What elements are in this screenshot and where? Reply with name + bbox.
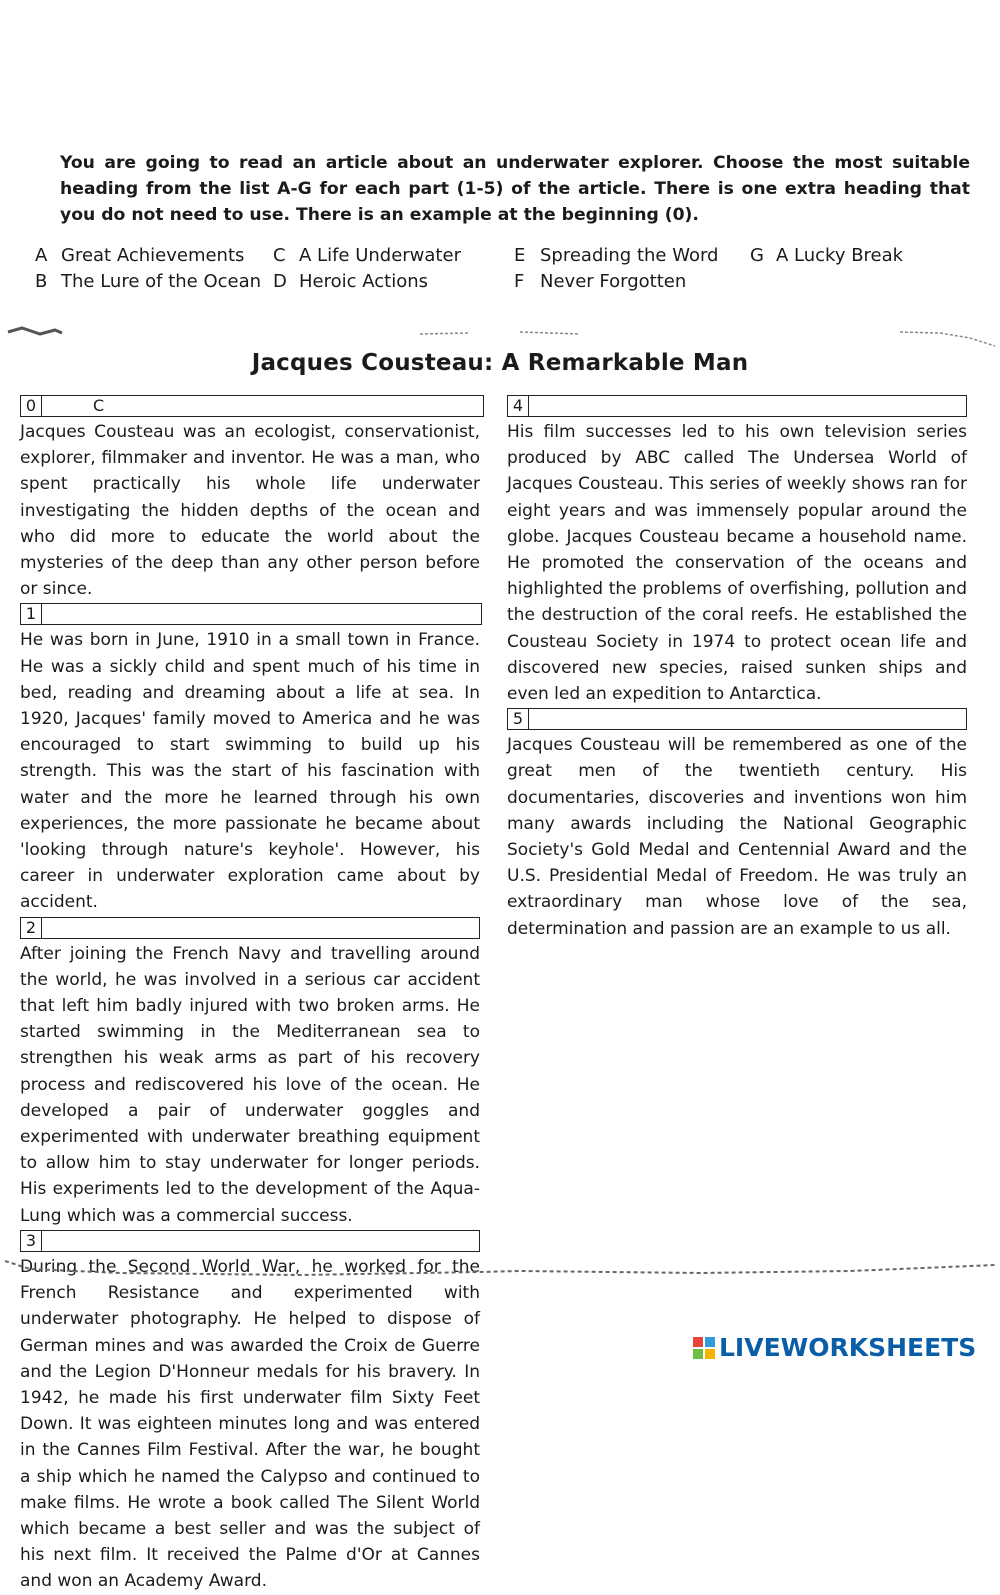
heading-box-4[interactable] (507, 395, 967, 417)
option-g: G A Lucky Break (750, 245, 904, 266)
option-f: F Never Forgotten (514, 271, 687, 292)
heading-box-2[interactable] (20, 917, 480, 939)
heading-number: 0 (21, 396, 42, 416)
paragraph-0: Jacques Cousteau was an ecologist, conservationist, explorer, filmmaker and inventor. He was a man, who spent practically his whole life underwater investigating the hidden depths of the ocean and who did more to educate the world about the mysteries of the deep than any other person before or since. (20, 422, 480, 600)
liveworksheets-icon (693, 1337, 715, 1359)
instructions: You are going to read an article about an underwater explorer. Choose the most suitable heading from the list A-G for each part (1-5) of the article. There is one extra heading that you do not need to use. There is an example at the beginning (0). (60, 153, 970, 225)
heading-box-5[interactable] (507, 708, 967, 730)
left-column (20, 394, 480, 1595)
option-a: A Great Achievements (35, 245, 245, 266)
heading-box-1[interactable] (20, 603, 482, 625)
heading-answer: C (93, 396, 105, 415)
heading-box-3[interactable] (20, 1230, 480, 1252)
right-column (507, 394, 967, 942)
option-b: B The Lure of the Ocean (35, 271, 262, 292)
torn-edge-top (0, 320, 1000, 350)
paragraph-5: Jacques Cousteau will be remembered as one of the great men of the twentieth century. His documentaries, discoveries and inventions won him many awards including the National Geographic Society's Gold Medal and Centennial Award and the U.S. Presidential Medal of Freedom. He was truly an extraordinary man whose love of the sea, determination and passion are an example to us all. (507, 735, 967, 939)
heading-number: 1 (21, 604, 42, 624)
option-e: E Spreading the Word (514, 245, 719, 266)
torn-edge-bottom (0, 1255, 1000, 1285)
article-title: Jacques Cousteau: A Remarkable Man (251, 350, 749, 376)
paragraph-3: During the Second World War, he worked for the French Resistance and experimented with underwater photography. He helped to dispose of German mines and was awarded the Croix de Guerre and the Legion D'Honneur medals for his bravery. In 1942, he made his first underwater film Sixty Feet Down. It was eighteen minutes long and was entered in the Cannes Film Festival. After the war, he bought a ship which he named the Calypso and continued to make films. He wrote a book called The Silent World which became a best seller and was the subject of his next film. It received the Palme d'Or at Cannes and won an Academy Award. (20, 1256, 480, 1592)
paragraph-1: He was born in June, 1910 in a small town in France. He was a sickly child and spent much of his time in bed, reading and dreaming about a life at sea. In 1920, Jacques' family moved to America and he was encouraged to start swimming to build up his strength. This was the start of his fascination with water and the more he learned through his own experiences, the more passionate he became about 'looking through nature's keyhole'. However, his career in underwater exploration came about by accident. (20, 630, 480, 913)
option-d: D Heroic Actions (273, 271, 428, 292)
heading-box-0[interactable] (20, 395, 484, 417)
heading-number: 5 (508, 709, 529, 729)
heading-number: 3 (21, 1231, 42, 1251)
paragraph-4: His film successes led to his own television series produced by ABC called The Undersea World of Jacques Cousteau. This series of weekly shows ran for eight years and was immensely popular around the globe. Jacques Cousteau became a household name. He promoted the conservation of the oceans and highlighted the problems of overfishing, pollution and the destruction of the coral reefs. He established the Cousteau Society in 1974 to protect ocean life and discovered new species, raised sunken ships and even led an expedition to Antarctica. (507, 422, 967, 705)
heading-number: 4 (508, 396, 529, 416)
paragraph-2: After joining the French Navy and travelling around the world, he was involved in a serious car accident that left him badly injured with two broken arms. He started swimming in the Mediterranean sea to strengthen his weak arms as part of his recovery process and rediscovered his love of the ocean. He developed a pair of underwater goggles and experimented with underwater breathing equipment to allow him to stay underwater for longer periods. His experiments led to the development of the Aqua-Lung which was a commercial success. (20, 943, 480, 1226)
heading-number: 2 (21, 918, 42, 938)
liveworksheets-logo: LIVEWORKSHEETS (693, 1333, 976, 1363)
option-c: C A Life Underwater (273, 245, 461, 266)
